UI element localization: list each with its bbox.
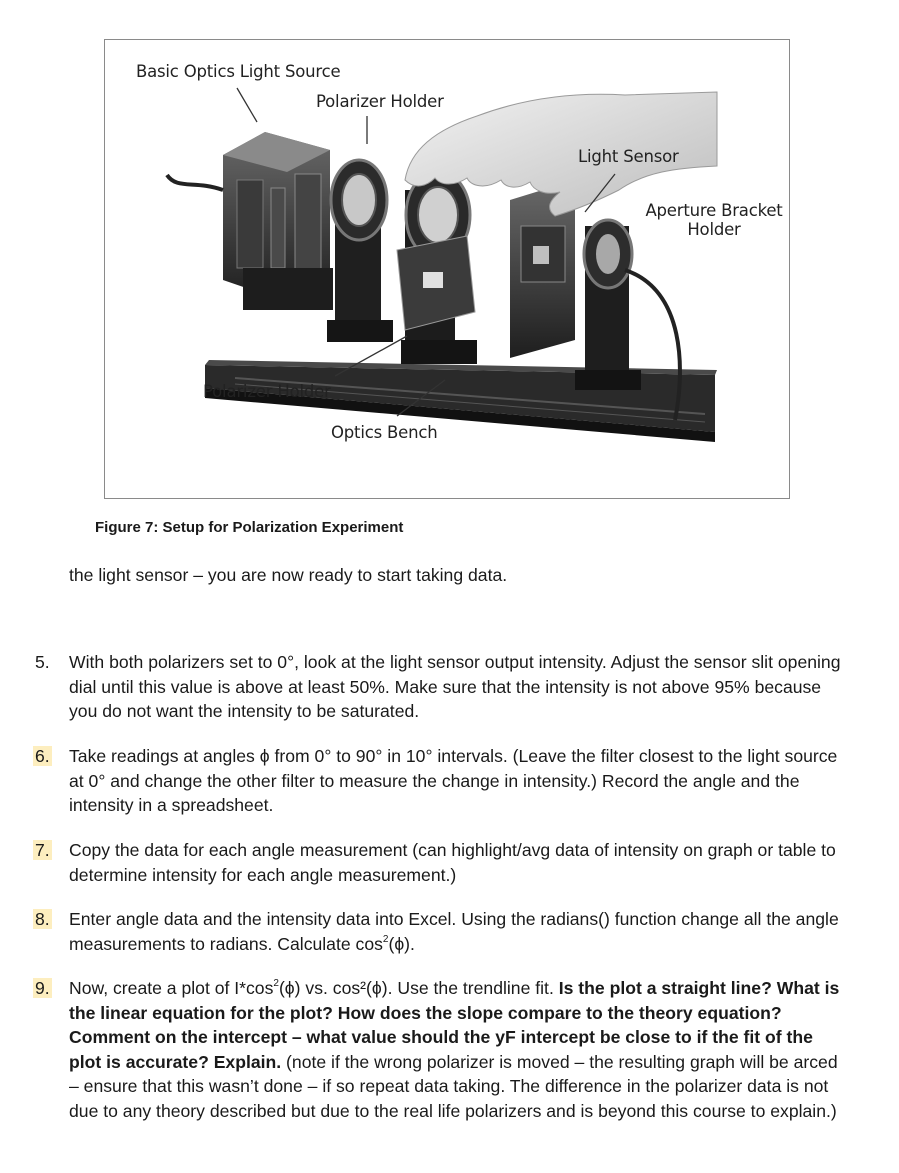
step-5-text: With both polarizers set to 0°, look at the light sensor output intensity. Adjust the sensor slit opening dial until this value is above at least 50%. Make sure that the intensity is not above 95% because you do not want the intensity to be saturated. (69, 652, 841, 721)
polarizer-holder-1 (327, 160, 393, 342)
label-aperture-line1: Aperture Bracket (645, 201, 783, 220)
label-light-source: Basic Optics Light Source (136, 62, 341, 81)
figure-caption: Figure 7: Setup for Polarization Experiment (95, 519, 404, 536)
label-optics-bench: Optics Bench (331, 423, 438, 442)
step-9-questions: Is the plot a straight line? What is the linear equation for the plot? How does the slope compare to the theory equation?Comment on the intercept – what value should the yF intercept be close to if the fit of the plot is accurate? Explain. (69, 978, 840, 1072)
step-5-number: 5. (35, 652, 50, 672)
step-7-number: 7. (35, 840, 50, 860)
label-light-sensor: Light Sensor (578, 147, 679, 166)
polarizer-holder-2 (397, 171, 477, 364)
step-9-number: 9. (35, 978, 50, 998)
intro-paragraph: the light sensor – you are now ready to start taking data. (69, 565, 508, 585)
label-polarizer-holder-bottom: Polarizer Holder (203, 382, 331, 401)
figure-setup-photo (104, 39, 790, 499)
step-8-text: Enter angle data and the intensity data into Excel. Using the radians() function change all the angle measurements to radians. Calculate $\cos^2(\phi)$. (69, 909, 839, 954)
step-6-number: 6. (35, 746, 50, 766)
label-polarizer-holder-top: Polarizer Holder (316, 92, 444, 111)
optics-setup-illustration (105, 40, 790, 499)
step-9-text: Now, create a plot of $I*\cos^2(\phi)$ vs. cos²(ϕ). Use the trendline fit. Is the plot a straight line? What is the linear equation for the plot? How does the slope compare to the theory equation?Comment on the intercept – what value should the yF intercept be close to if the fit of the plot is accurate? Explain. (note if the wrong polarizer is moved – the resulting graph will be arced – ensure that this wasn’t done – if so repeat data taking. The difference in the polarizer data is not due to any theory described but due to the real life polarizers and is beyond this course to explain.) (69, 978, 840, 1121)
label-aperture-bracket-holder (640, 201, 788, 239)
step-8-number: 8. (35, 909, 50, 929)
label-aperture-line2: Holder (687, 220, 741, 239)
light-source-device (167, 132, 333, 310)
step-7-text: Copy the data for each angle measurement (can highlight/avg data of intensity on graph or table to determine intensity for each angle measurement.) (69, 840, 836, 885)
step-6-text: Take readings at angles ϕ from 0° to 90° in 10° intervals. (Leave the filter closest to the light source at 0° and change the other filter to measure the change in intensity.) Record the angle and the intensity in a spreadsheet. (69, 746, 838, 815)
